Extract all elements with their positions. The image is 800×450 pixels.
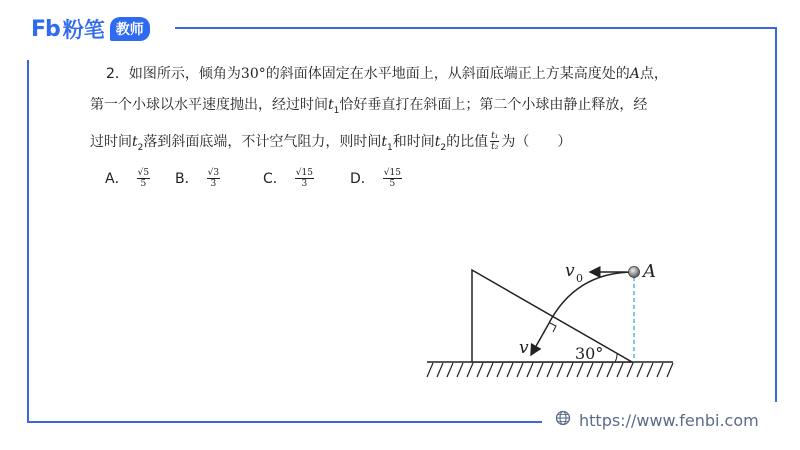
question-line-2 bbox=[90, 90, 750, 127]
fraction-denominator: 5 bbox=[389, 178, 396, 189]
question-text-part: 第一个小球以水平速度抛出，经过时间 bbox=[90, 97, 328, 113]
option-fraction bbox=[295, 168, 314, 189]
t2-symbol: t bbox=[434, 133, 441, 150]
globe-icon bbox=[555, 410, 571, 430]
fraction-denominator: 3 bbox=[301, 178, 308, 189]
incline-diagram bbox=[425, 255, 685, 385]
t2-subscript: 2 bbox=[440, 142, 447, 153]
option-c[interactable] bbox=[263, 168, 350, 189]
question-text-part: 点， bbox=[639, 66, 668, 82]
option-label: B． bbox=[175, 171, 199, 187]
option-fraction bbox=[137, 168, 150, 189]
ratio-numerator: t₁ bbox=[491, 131, 499, 142]
ball bbox=[629, 267, 640, 278]
option-b[interactable] bbox=[175, 168, 263, 189]
question-line-1 bbox=[90, 59, 750, 90]
option-d[interactable] bbox=[350, 168, 404, 189]
ratio-fraction bbox=[490, 131, 499, 152]
brand-logo bbox=[31, 14, 150, 44]
logo-badge: 教师 bbox=[110, 17, 150, 41]
v0-subscript: 0 bbox=[576, 272, 583, 285]
question-text-part: 的比值 bbox=[446, 133, 489, 150]
t2-symbol: t bbox=[132, 133, 138, 150]
trajectory-curve bbox=[548, 272, 634, 325]
t1-symbol: t bbox=[381, 133, 388, 150]
option-fraction bbox=[383, 168, 402, 189]
ground-hatching bbox=[427, 363, 673, 377]
question-text-part: 恰好垂直打在斜面上；第二个小球由静止释放，经 bbox=[339, 97, 648, 113]
option-fraction bbox=[207, 168, 220, 189]
t1-symbol: t bbox=[328, 97, 334, 113]
answer-options bbox=[105, 163, 404, 193]
footer-url[interactable] bbox=[555, 410, 759, 430]
question-text-part: 和时间 bbox=[392, 133, 435, 150]
frame-bottom-border bbox=[27, 421, 542, 423]
point-label: A bbox=[629, 66, 640, 82]
fraction-numerator: √3 bbox=[207, 167, 220, 178]
frame-right-border bbox=[775, 27, 777, 402]
physics-figure bbox=[425, 255, 685, 389]
frame-top-border bbox=[175, 27, 777, 29]
frame-left-border bbox=[27, 60, 29, 422]
t1-subscript: 1 bbox=[387, 142, 393, 153]
question-text-part: 落到斜面底端，不计空气阻力，则时间 bbox=[143, 133, 382, 150]
incline-block bbox=[472, 270, 632, 362]
fraction-numerator: √15 bbox=[295, 167, 313, 178]
t2-subscript: 2 bbox=[137, 142, 144, 153]
v0-label: v bbox=[565, 261, 575, 281]
question-text-part: 如图所示，倾角为 bbox=[128, 66, 241, 82]
fraction-denominator: 5 bbox=[140, 178, 147, 189]
question-text-part: 过时间 bbox=[90, 133, 132, 150]
question-line-3 bbox=[90, 127, 750, 164]
question-text-part: 的斜面体固定在水平地面上，从斜面底端正上方某高度处的 bbox=[265, 66, 630, 82]
ratio-denominator: t₂ bbox=[491, 142, 499, 153]
angle-label: 30° bbox=[575, 344, 604, 363]
option-a[interactable] bbox=[105, 168, 175, 189]
question-text bbox=[90, 59, 750, 164]
footer-url-text[interactable]: https://www.fenbi.com bbox=[579, 410, 759, 430]
v-label: v bbox=[519, 338, 529, 358]
option-label: D． bbox=[350, 171, 375, 187]
angle-value: 30° bbox=[240, 66, 266, 82]
option-label: A． bbox=[105, 171, 129, 187]
fraction-numerator: √5 bbox=[137, 167, 150, 178]
question-number: 2． bbox=[106, 66, 129, 82]
fraction-numerator: √15 bbox=[383, 167, 401, 178]
t1-subscript: 1 bbox=[333, 105, 340, 116]
fraction-denominator: 3 bbox=[210, 178, 217, 189]
point-a-label: A bbox=[643, 261, 656, 282]
logo-name: 粉笔 bbox=[62, 18, 105, 42]
option-label: C． bbox=[263, 171, 287, 187]
logo-mark: Fb bbox=[31, 16, 60, 42]
question-text-part: 为（ ） bbox=[501, 133, 572, 150]
